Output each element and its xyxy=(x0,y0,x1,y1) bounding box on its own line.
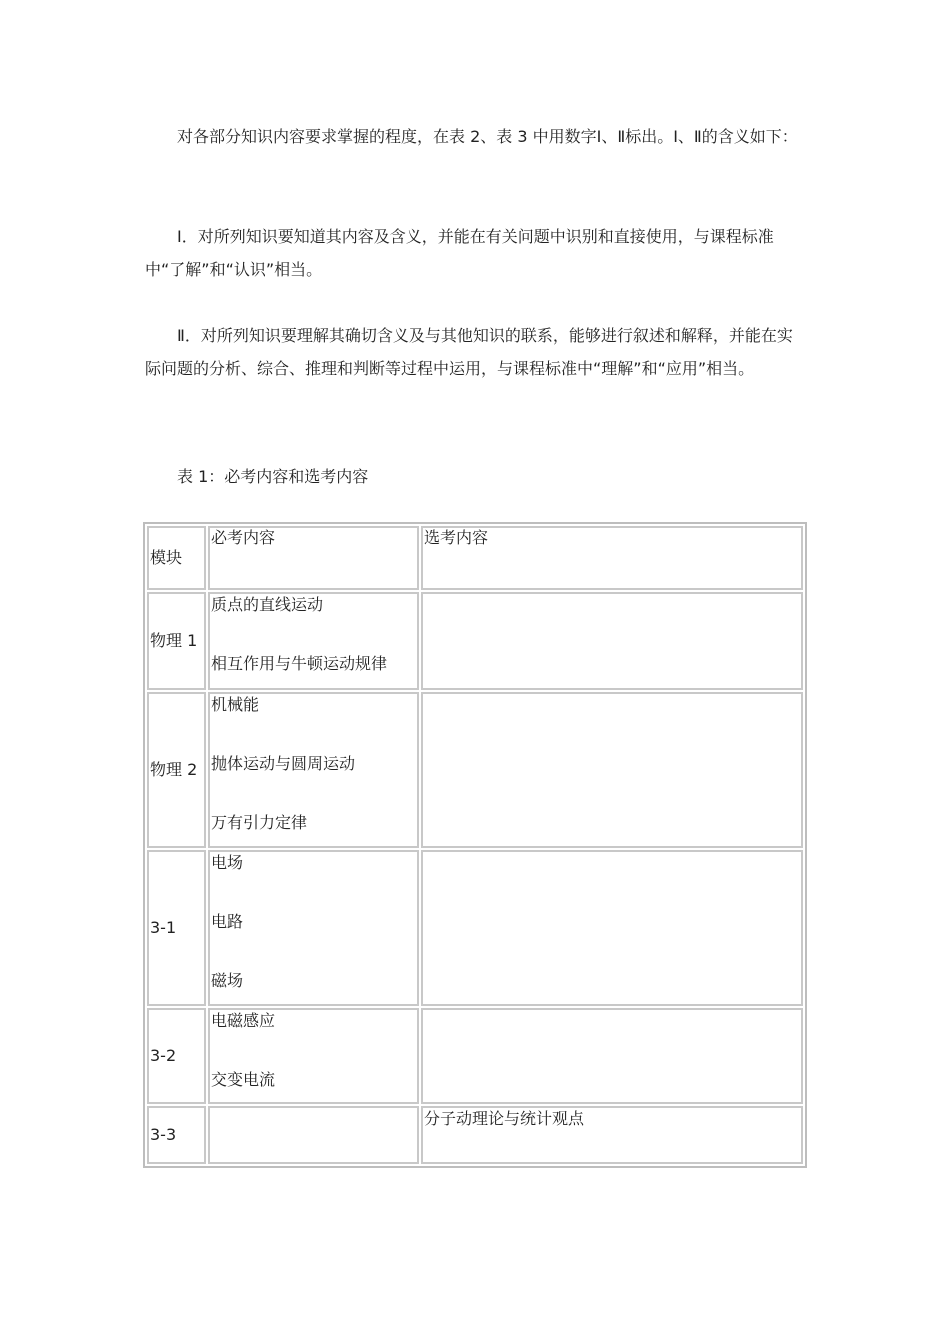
required-cell xyxy=(208,592,419,690)
module-cell: 3-1 xyxy=(147,850,206,1006)
table-row xyxy=(147,592,803,690)
required-item: 电磁感应 xyxy=(211,1011,276,1030)
required-item: 交变电流 xyxy=(211,1070,276,1089)
header-required: 必考内容 xyxy=(208,526,419,590)
level-1-definition: Ⅰ．对所列知识要知道其内容及含义，并能在有关问题中识别和直接使用，与课程标准中“了解”和“认识”相当。 xyxy=(145,227,774,279)
optional-cell xyxy=(421,592,803,690)
module-cell: 物理 1 xyxy=(147,592,206,690)
optional-cell xyxy=(421,692,803,848)
optional-cell xyxy=(421,850,803,1006)
module-cell: 物理 2 xyxy=(147,692,206,848)
header-optional: 选考内容 xyxy=(421,526,803,590)
level-2-definition: Ⅱ．对所列知识要理解其确切含义及与其他知识的联系，能够进行叙述和解释，并能在实际问题的分析、综合、推理和判断等过程中运用，与课程标准中“理解”和“应用”相当。 xyxy=(145,326,793,378)
header-module: 模块 xyxy=(147,526,206,590)
module-cell: 3-2 xyxy=(147,1008,206,1104)
content-table xyxy=(143,522,807,1168)
required-item: 质点的直线运动 xyxy=(211,595,324,614)
table-row xyxy=(147,692,803,848)
table-row xyxy=(147,1106,803,1164)
required-item: 电场 xyxy=(211,853,244,872)
required-item: 机械能 xyxy=(211,695,260,714)
intro-paragraph: 对各部分知识内容要求掌握的程度，在表 2、表 3 中用数字Ⅰ、Ⅱ标出。Ⅰ、Ⅱ的含义如下： xyxy=(177,127,798,146)
required-item: 相互作用与牛顿运动规律 xyxy=(211,654,388,673)
required-cell xyxy=(208,850,419,1006)
table-caption: 表 1：必考内容和选考内容 xyxy=(177,467,369,486)
required-item: 抛体运动与圆周运动 xyxy=(211,754,356,773)
optional-cell xyxy=(421,1008,803,1104)
table-row xyxy=(147,850,803,1006)
required-item: 磁场 xyxy=(211,971,244,990)
table-header-row xyxy=(147,526,803,590)
required-item: 万有引力定律 xyxy=(211,813,308,832)
table-row xyxy=(147,1008,803,1104)
required-cell xyxy=(208,692,419,848)
required-item: 电路 xyxy=(211,912,244,931)
optional-item: 分子动理论与统计观点 xyxy=(424,1109,585,1128)
optional-cell xyxy=(421,1106,803,1164)
module-cell: 3-3 xyxy=(147,1106,206,1164)
required-cell xyxy=(208,1106,419,1164)
required-cell xyxy=(208,1008,419,1104)
